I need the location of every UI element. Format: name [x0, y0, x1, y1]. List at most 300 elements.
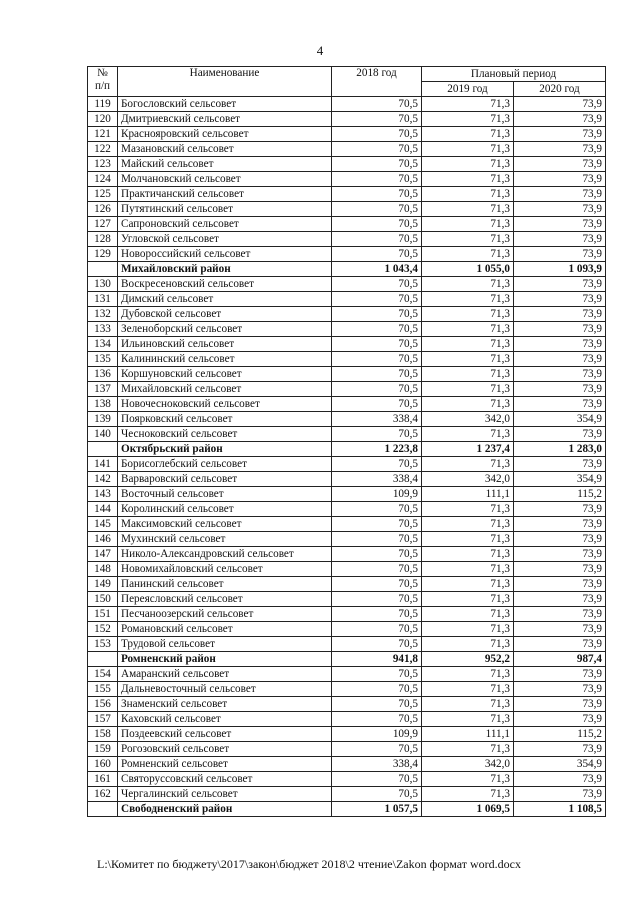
value-2020-cell: 73,9 — [514, 202, 606, 217]
table-row — [88, 772, 606, 787]
table-row — [88, 142, 606, 157]
value-2019-cell: 1 237,4 — [422, 442, 514, 457]
value-2020-cell: 73,9 — [514, 532, 606, 547]
value-2019-cell: 71,3 — [422, 97, 514, 112]
value-2020-cell: 73,9 — [514, 772, 606, 787]
value-2018-cell: 70,5 — [332, 112, 422, 127]
table-row — [88, 202, 606, 217]
value-2018-cell: 70,5 — [332, 622, 422, 637]
row-name-cell: Знаменский сельсовет — [118, 697, 332, 712]
row-name-cell: Майский сельсовет — [118, 157, 332, 172]
value-2019-cell: 71,3 — [422, 367, 514, 382]
value-2018-cell: 109,9 — [332, 487, 422, 502]
table-body — [88, 97, 606, 817]
row-number-cell: 119 — [88, 97, 118, 112]
value-2020-cell: 1 283,0 — [514, 442, 606, 457]
district-total-row — [88, 262, 606, 277]
value-2019-cell: 71,3 — [422, 382, 514, 397]
value-2020-cell: 73,9 — [514, 787, 606, 802]
value-2020-cell: 73,9 — [514, 337, 606, 352]
value-2020-cell: 73,9 — [514, 517, 606, 532]
value-2019-cell: 342,0 — [422, 472, 514, 487]
value-2019-cell: 71,3 — [422, 547, 514, 562]
value-2019-cell: 71,3 — [422, 682, 514, 697]
value-2018-cell: 70,5 — [332, 127, 422, 142]
table-row — [88, 217, 606, 232]
row-name-cell: Богословский сельсовет — [118, 97, 332, 112]
row-name-cell: Трудовой сельсовет — [118, 637, 332, 652]
row-number-cell: 134 — [88, 337, 118, 352]
value-2020-cell: 73,9 — [514, 142, 606, 157]
row-number-cell: 156 — [88, 697, 118, 712]
row-number-cell: 139 — [88, 412, 118, 427]
table-row — [88, 127, 606, 142]
row-number-cell: 147 — [88, 547, 118, 562]
value-2020-cell: 73,9 — [514, 607, 606, 622]
table-row — [88, 247, 606, 262]
row-name-cell: Варваровский сельсовет — [118, 472, 332, 487]
table-row — [88, 682, 606, 697]
row-name-cell: Ромненский район — [118, 652, 332, 667]
table-row — [88, 547, 606, 562]
value-2018-cell: 70,5 — [332, 157, 422, 172]
row-name-cell: Зеленоборский сельсовет — [118, 322, 332, 337]
row-name-cell: Борисоглебский сельсовет — [118, 457, 332, 472]
row-number-cell: 152 — [88, 622, 118, 637]
value-2020-cell: 73,9 — [514, 322, 606, 337]
value-2018-cell: 70,5 — [332, 292, 422, 307]
row-number-cell — [88, 802, 118, 817]
value-2019-cell: 111,1 — [422, 727, 514, 742]
header-plan-period: Плановый период — [422, 67, 606, 82]
row-number-cell — [88, 652, 118, 667]
value-2019-cell: 71,3 — [422, 622, 514, 637]
value-2018-cell: 70,5 — [332, 742, 422, 757]
row-number-cell: 141 — [88, 457, 118, 472]
value-2020-cell: 73,9 — [514, 547, 606, 562]
row-name-cell: Поярковский сельсовет — [118, 412, 332, 427]
value-2018-cell: 1 057,5 — [332, 802, 422, 817]
value-2018-cell: 1 223,8 — [332, 442, 422, 457]
table-row — [88, 502, 606, 517]
row-number-cell: 135 — [88, 352, 118, 367]
value-2018-cell: 109,9 — [332, 727, 422, 742]
row-number-cell: 145 — [88, 517, 118, 532]
row-number-cell: 129 — [88, 247, 118, 262]
row-name-cell: Переясловский сельсовет — [118, 592, 332, 607]
row-number-cell: 162 — [88, 787, 118, 802]
table-row — [88, 412, 606, 427]
table-row — [88, 712, 606, 727]
district-total-row — [88, 442, 606, 457]
row-number-cell: 160 — [88, 757, 118, 772]
value-2018-cell: 70,5 — [332, 202, 422, 217]
table-row — [88, 637, 606, 652]
value-2020-cell: 73,9 — [514, 292, 606, 307]
row-number-cell: 130 — [88, 277, 118, 292]
row-name-cell: Путятинский сельсовет — [118, 202, 332, 217]
row-number-cell: 128 — [88, 232, 118, 247]
row-name-cell: Практичанский сельсовет — [118, 187, 332, 202]
row-name-cell: Михайловский сельсовет — [118, 382, 332, 397]
value-2019-cell: 71,3 — [422, 637, 514, 652]
value-2018-cell: 70,5 — [332, 352, 422, 367]
table-row — [88, 472, 606, 487]
value-2018-cell: 70,5 — [332, 517, 422, 532]
row-name-cell: Песчаноозерский сельсовет — [118, 607, 332, 622]
value-2019-cell: 1 055,0 — [422, 262, 514, 277]
row-name-cell: Калининский сельсовет — [118, 352, 332, 367]
table-row — [88, 367, 606, 382]
value-2020-cell: 73,9 — [514, 457, 606, 472]
row-name-cell: Максимовский сельсовет — [118, 517, 332, 532]
table-row — [88, 517, 606, 532]
value-2019-cell: 71,3 — [422, 217, 514, 232]
value-2018-cell: 70,5 — [332, 502, 422, 517]
value-2020-cell: 73,9 — [514, 367, 606, 382]
table-row — [88, 292, 606, 307]
value-2018-cell: 70,5 — [332, 247, 422, 262]
value-2018-cell: 70,5 — [332, 787, 422, 802]
row-name-cell: Октябрьский район — [118, 442, 332, 457]
value-2018-cell: 70,5 — [332, 397, 422, 412]
value-2018-cell: 70,5 — [332, 637, 422, 652]
value-2018-cell: 70,5 — [332, 427, 422, 442]
row-name-cell: Мухинский сельсовет — [118, 532, 332, 547]
value-2020-cell: 73,9 — [514, 577, 606, 592]
row-number-cell: 124 — [88, 172, 118, 187]
value-2018-cell: 70,5 — [332, 532, 422, 547]
row-name-cell: Димский сельсовет — [118, 292, 332, 307]
value-2019-cell: 71,3 — [422, 127, 514, 142]
table-row — [88, 727, 606, 742]
value-2020-cell: 73,9 — [514, 232, 606, 247]
value-2018-cell: 70,5 — [332, 142, 422, 157]
value-2020-cell: 73,9 — [514, 637, 606, 652]
value-2019-cell: 952,2 — [422, 652, 514, 667]
table-row — [88, 607, 606, 622]
value-2019-cell: 71,3 — [422, 142, 514, 157]
row-name-cell: Ромненский сельсовет — [118, 757, 332, 772]
table-row — [88, 427, 606, 442]
table-row — [88, 157, 606, 172]
table-row — [88, 97, 606, 112]
row-number-cell: 154 — [88, 667, 118, 682]
row-number-cell: 137 — [88, 382, 118, 397]
value-2020-cell: 73,9 — [514, 712, 606, 727]
value-2018-cell: 70,5 — [332, 562, 422, 577]
row-number-cell: 123 — [88, 157, 118, 172]
value-2020-cell: 1 108,5 — [514, 802, 606, 817]
value-2018-cell: 70,5 — [332, 547, 422, 562]
value-2019-cell: 71,3 — [422, 277, 514, 292]
value-2019-cell: 71,3 — [422, 172, 514, 187]
value-2018-cell: 70,5 — [332, 232, 422, 247]
value-2018-cell: 70,5 — [332, 97, 422, 112]
value-2020-cell: 73,9 — [514, 562, 606, 577]
value-2019-cell: 71,3 — [422, 772, 514, 787]
value-2019-cell: 71,3 — [422, 532, 514, 547]
value-2019-cell: 71,3 — [422, 337, 514, 352]
value-2018-cell: 70,5 — [332, 667, 422, 682]
value-2020-cell: 73,9 — [514, 172, 606, 187]
row-name-cell: Восточный сельсовет — [118, 487, 332, 502]
table-row — [88, 667, 606, 682]
value-2019-cell: 71,3 — [422, 502, 514, 517]
value-2019-cell: 71,3 — [422, 562, 514, 577]
table-row — [88, 112, 606, 127]
value-2018-cell: 70,5 — [332, 712, 422, 727]
value-2020-cell: 354,9 — [514, 472, 606, 487]
row-number-cell: 127 — [88, 217, 118, 232]
value-2019-cell: 71,3 — [422, 292, 514, 307]
value-2020-cell: 73,9 — [514, 352, 606, 367]
row-number-cell: 140 — [88, 427, 118, 442]
row-name-cell: Каховский сельсовет — [118, 712, 332, 727]
value-2018-cell: 70,5 — [332, 187, 422, 202]
row-name-cell: Святоруссовский сельсовет — [118, 772, 332, 787]
value-2020-cell: 73,9 — [514, 742, 606, 757]
value-2019-cell: 71,3 — [422, 397, 514, 412]
table-row — [88, 697, 606, 712]
value-2018-cell: 70,5 — [332, 577, 422, 592]
row-number-cell: 138 — [88, 397, 118, 412]
value-2019-cell: 71,3 — [422, 187, 514, 202]
value-2019-cell: 71,3 — [422, 517, 514, 532]
value-2019-cell: 71,3 — [422, 607, 514, 622]
value-2020-cell: 1 093,9 — [514, 262, 606, 277]
row-number-cell: 121 — [88, 127, 118, 142]
value-2019-cell: 71,3 — [422, 157, 514, 172]
row-number-cell: 148 — [88, 562, 118, 577]
value-2018-cell: 70,5 — [332, 172, 422, 187]
value-2018-cell: 70,5 — [332, 457, 422, 472]
table-row — [88, 742, 606, 757]
row-name-cell: Молчановский сельсовет — [118, 172, 332, 187]
value-2020-cell: 73,9 — [514, 307, 606, 322]
row-number-cell — [88, 442, 118, 457]
row-name-cell: Новороссийский сельсовет — [118, 247, 332, 262]
row-name-cell: Поздеевский сельсовет — [118, 727, 332, 742]
row-name-cell: Мазановский сельсовет — [118, 142, 332, 157]
table-row — [88, 172, 606, 187]
row-number-cell: 126 — [88, 202, 118, 217]
row-number-cell: 120 — [88, 112, 118, 127]
table-row — [88, 397, 606, 412]
table-row — [88, 277, 606, 292]
table-row — [88, 232, 606, 247]
row-name-cell: Угловской сельсовет — [118, 232, 332, 247]
value-2020-cell: 73,9 — [514, 427, 606, 442]
value-2020-cell: 73,9 — [514, 397, 606, 412]
value-2020-cell: 73,9 — [514, 682, 606, 697]
value-2019-cell: 71,3 — [422, 307, 514, 322]
value-2020-cell: 354,9 — [514, 757, 606, 772]
row-name-cell: Ильиновский сельсовет — [118, 337, 332, 352]
value-2020-cell: 115,2 — [514, 727, 606, 742]
row-name-cell: Рогозовский сельсовет — [118, 742, 332, 757]
table-row — [88, 382, 606, 397]
value-2018-cell: 70,5 — [332, 337, 422, 352]
value-2019-cell: 71,3 — [422, 112, 514, 127]
row-name-cell: Краснояровский сельсовет — [118, 127, 332, 142]
value-2018-cell: 70,5 — [332, 607, 422, 622]
row-name-cell: Чесноковский сельсовет — [118, 427, 332, 442]
row-name-cell: Панинский сельсовет — [118, 577, 332, 592]
table-row — [88, 562, 606, 577]
value-2020-cell: 73,9 — [514, 502, 606, 517]
row-number-cell: 125 — [88, 187, 118, 202]
value-2019-cell: 71,3 — [422, 322, 514, 337]
header-number — [88, 67, 118, 97]
value-2018-cell: 70,5 — [332, 382, 422, 397]
value-2019-cell: 71,3 — [422, 697, 514, 712]
header-2020: 2020 год — [514, 82, 606, 97]
table-row — [88, 577, 606, 592]
table-row — [88, 337, 606, 352]
value-2020-cell: 115,2 — [514, 487, 606, 502]
value-2018-cell: 70,5 — [332, 682, 422, 697]
table-row — [88, 532, 606, 547]
value-2019-cell: 342,0 — [422, 757, 514, 772]
value-2018-cell: 70,5 — [332, 277, 422, 292]
value-2018-cell: 70,5 — [332, 217, 422, 232]
row-name-cell: Дальневосточный сельсовет — [118, 682, 332, 697]
value-2019-cell: 71,3 — [422, 352, 514, 367]
table-row — [88, 457, 606, 472]
value-2018-cell: 70,5 — [332, 592, 422, 607]
row-name-cell: Романовский сельсовет — [118, 622, 332, 637]
row-number-cell: 150 — [88, 592, 118, 607]
value-2020-cell: 73,9 — [514, 187, 606, 202]
header-2019: 2019 год — [422, 82, 514, 97]
row-number-cell: 136 — [88, 367, 118, 382]
row-number-cell: 122 — [88, 142, 118, 157]
district-total-row — [88, 652, 606, 667]
row-number-cell: 143 — [88, 487, 118, 502]
value-2020-cell: 73,9 — [514, 157, 606, 172]
header-2018: 2018 год — [332, 67, 422, 97]
row-number-cell: 155 — [88, 682, 118, 697]
value-2020-cell: 73,9 — [514, 127, 606, 142]
value-2019-cell: 71,3 — [422, 232, 514, 247]
value-2018-cell: 1 043,4 — [332, 262, 422, 277]
table-row — [88, 592, 606, 607]
value-2020-cell: 73,9 — [514, 217, 606, 232]
table-row — [88, 322, 606, 337]
table-row — [88, 487, 606, 502]
row-number-cell: 144 — [88, 502, 118, 517]
row-name-cell: Дмитриевский сельсовет — [118, 112, 332, 127]
value-2020-cell: 354,9 — [514, 412, 606, 427]
value-2020-cell: 73,9 — [514, 592, 606, 607]
row-number-cell: 131 — [88, 292, 118, 307]
file-path-footer: L:\Комитет по бюджету\2017\закон\бюджет 2018\2 чтение\Zakon формат word.docx — [97, 857, 521, 871]
row-number-cell: 133 — [88, 322, 118, 337]
value-2019-cell: 342,0 — [422, 412, 514, 427]
row-name-cell: Михайловский район — [118, 262, 332, 277]
row-name-cell: Новочесноковский сельсовет — [118, 397, 332, 412]
value-2020-cell: 73,9 — [514, 247, 606, 262]
header-number-sub: п/п — [94, 80, 111, 92]
value-2019-cell: 71,3 — [422, 457, 514, 472]
value-2020-cell: 73,9 — [514, 622, 606, 637]
value-2019-cell: 71,3 — [422, 787, 514, 802]
value-2019-cell: 71,3 — [422, 247, 514, 262]
table-row — [88, 187, 606, 202]
row-name-cell: Королинский сельсовет — [118, 502, 332, 517]
value-2019-cell: 71,3 — [422, 667, 514, 682]
value-2019-cell: 1 069,5 — [422, 802, 514, 817]
value-2019-cell: 71,3 — [422, 592, 514, 607]
value-2019-cell: 71,3 — [422, 577, 514, 592]
value-2020-cell: 987,4 — [514, 652, 606, 667]
value-2018-cell: 70,5 — [332, 772, 422, 787]
row-name-cell: Сапроновский сельсовет — [118, 217, 332, 232]
value-2019-cell: 71,3 — [422, 712, 514, 727]
row-name-cell: Свободненский район — [118, 802, 332, 817]
value-2018-cell: 338,4 — [332, 472, 422, 487]
row-name-cell: Николо-Александровский сельсовет — [118, 547, 332, 562]
value-2020-cell: 73,9 — [514, 112, 606, 127]
value-2018-cell: 70,5 — [332, 322, 422, 337]
row-name-cell: Чергалинский сельсовет — [118, 787, 332, 802]
value-2020-cell: 73,9 — [514, 667, 606, 682]
table-header — [88, 67, 606, 97]
district-total-row — [88, 802, 606, 817]
header-name: Наименование — [118, 67, 332, 97]
row-name-cell: Дубовской сельсовет — [118, 307, 332, 322]
value-2019-cell: 71,3 — [422, 202, 514, 217]
page-number: 4 — [316, 43, 324, 58]
row-number-cell: 153 — [88, 637, 118, 652]
value-2020-cell: 73,9 — [514, 277, 606, 292]
value-2020-cell: 73,9 — [514, 97, 606, 112]
value-2019-cell: 71,3 — [422, 427, 514, 442]
table-row — [88, 787, 606, 802]
row-number-cell: 142 — [88, 472, 118, 487]
row-number-cell: 146 — [88, 532, 118, 547]
table-row — [88, 622, 606, 637]
value-2019-cell: 111,1 — [422, 487, 514, 502]
row-name-cell: Амаранский сельсовет — [118, 667, 332, 682]
row-name-cell: Коршуновский сельсовет — [118, 367, 332, 382]
value-2018-cell: 941,8 — [332, 652, 422, 667]
value-2018-cell: 338,4 — [332, 757, 422, 772]
value-2020-cell: 73,9 — [514, 697, 606, 712]
value-2018-cell: 70,5 — [332, 307, 422, 322]
row-number-cell: 161 — [88, 772, 118, 787]
table-row — [88, 757, 606, 772]
row-number-cell: 132 — [88, 307, 118, 322]
value-2018-cell: 70,5 — [332, 697, 422, 712]
value-2019-cell: 71,3 — [422, 742, 514, 757]
row-number-cell: 157 — [88, 712, 118, 727]
row-name-cell: Воскресеновский сельсовет — [118, 277, 332, 292]
row-number-cell: 158 — [88, 727, 118, 742]
row-number-cell — [88, 262, 118, 277]
table-row — [88, 352, 606, 367]
table-row — [88, 307, 606, 322]
value-2018-cell: 70,5 — [332, 367, 422, 382]
row-name-cell: Новомихайловский сельсовет — [118, 562, 332, 577]
row-number-cell: 159 — [88, 742, 118, 757]
row-number-cell: 151 — [88, 607, 118, 622]
value-2018-cell: 338,4 — [332, 412, 422, 427]
value-2020-cell: 73,9 — [514, 382, 606, 397]
header-number-label: № — [97, 67, 108, 79]
budget-table — [87, 66, 606, 817]
